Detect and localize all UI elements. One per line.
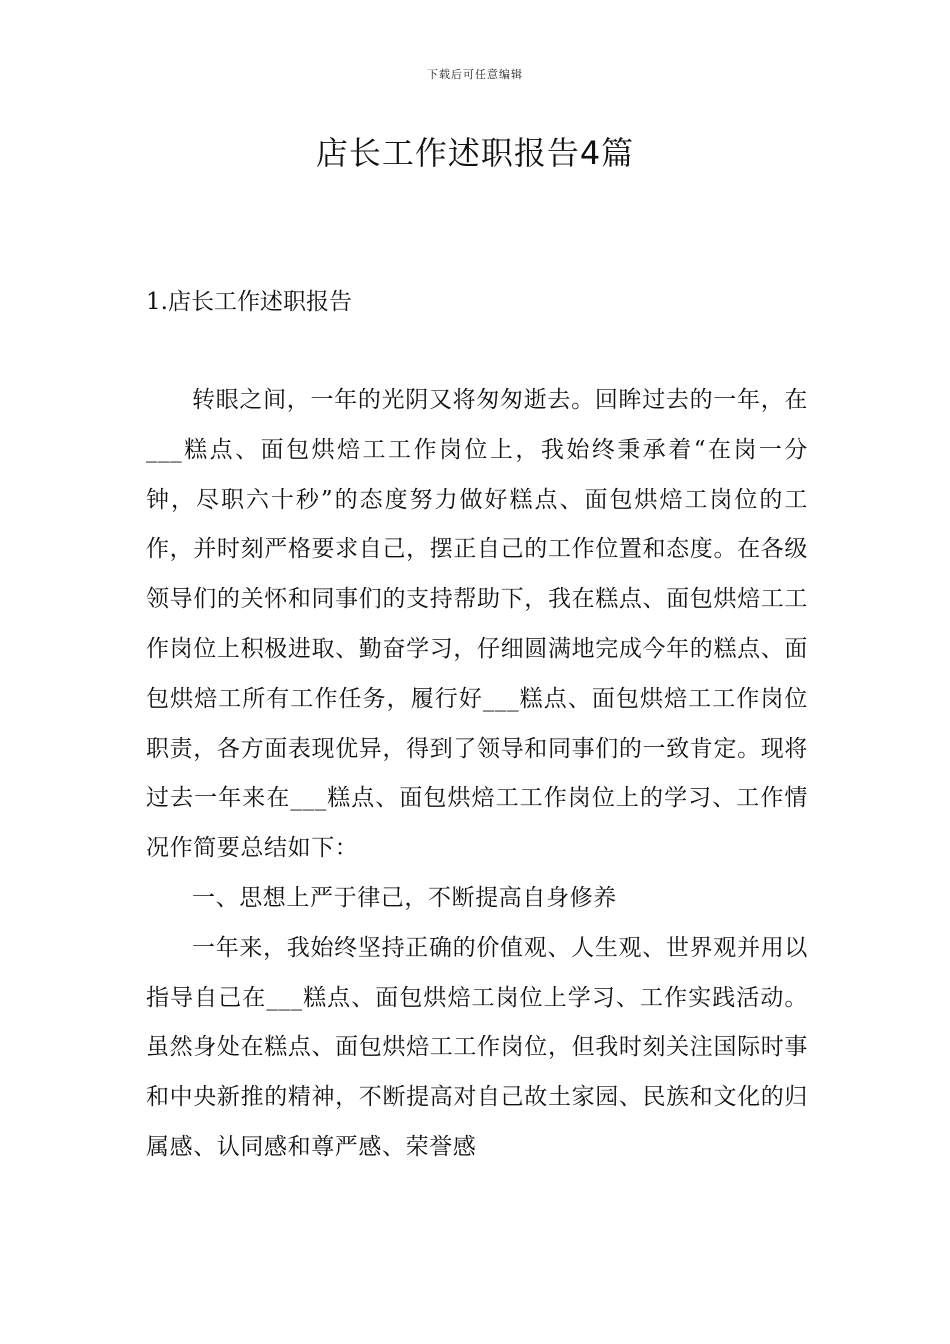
section-heading: 1.店长工作述职报告	[146, 289, 352, 315]
document-title: 店长工作述职报告4篇	[315, 134, 635, 172]
document-body	[146, 376, 808, 1173]
header-note: 下载后可任意编辑	[427, 68, 523, 81]
body-paragraph: 转眼之间，一年的光阴又将匆匆逝去。回眸过去的一年，在___糕点、面包烘焙工工作岗位上，我始终秉承着“在岗一分钟，尽职六十秒”的态度努力做好糕点、面包烘焙工岗位的工作，并时刻严格要求自己，摆正自己的工作位置和态度。在各级领导们的关怀和同事们的支持帮助下，我在糕点、面包烘焙工工作岗位上积极进取、勤奋学习，仔细圆满地完成今年的糕点、面包烘焙工所有工作任务，履行好___糕点、面包烘焙工工作岗位职责，各方面表现优异，得到了领导和同事们的一致肯定。现将过去一年来在___糕点、面包烘焙工工作岗位上的学习、工作情况作简要总结如下：	[146, 387, 808, 862]
subsection-heading: 一、思想上严于律己，不断提高自身修养	[192, 884, 617, 911]
body-paragraph: 一年来，我始终坚持正确的价值观、人生观、世界观并用以指导自己在___糕点、面包烘焙工岗位上学习、工作实践活动。虽然身处在糕点、面包烘焙工工作岗位，但我时刻关注国际时事和中央新推的精神，不断提高对自己故土家园、民族和文化的归属感、认同感和尊严感、荣誉感	[146, 934, 808, 1160]
